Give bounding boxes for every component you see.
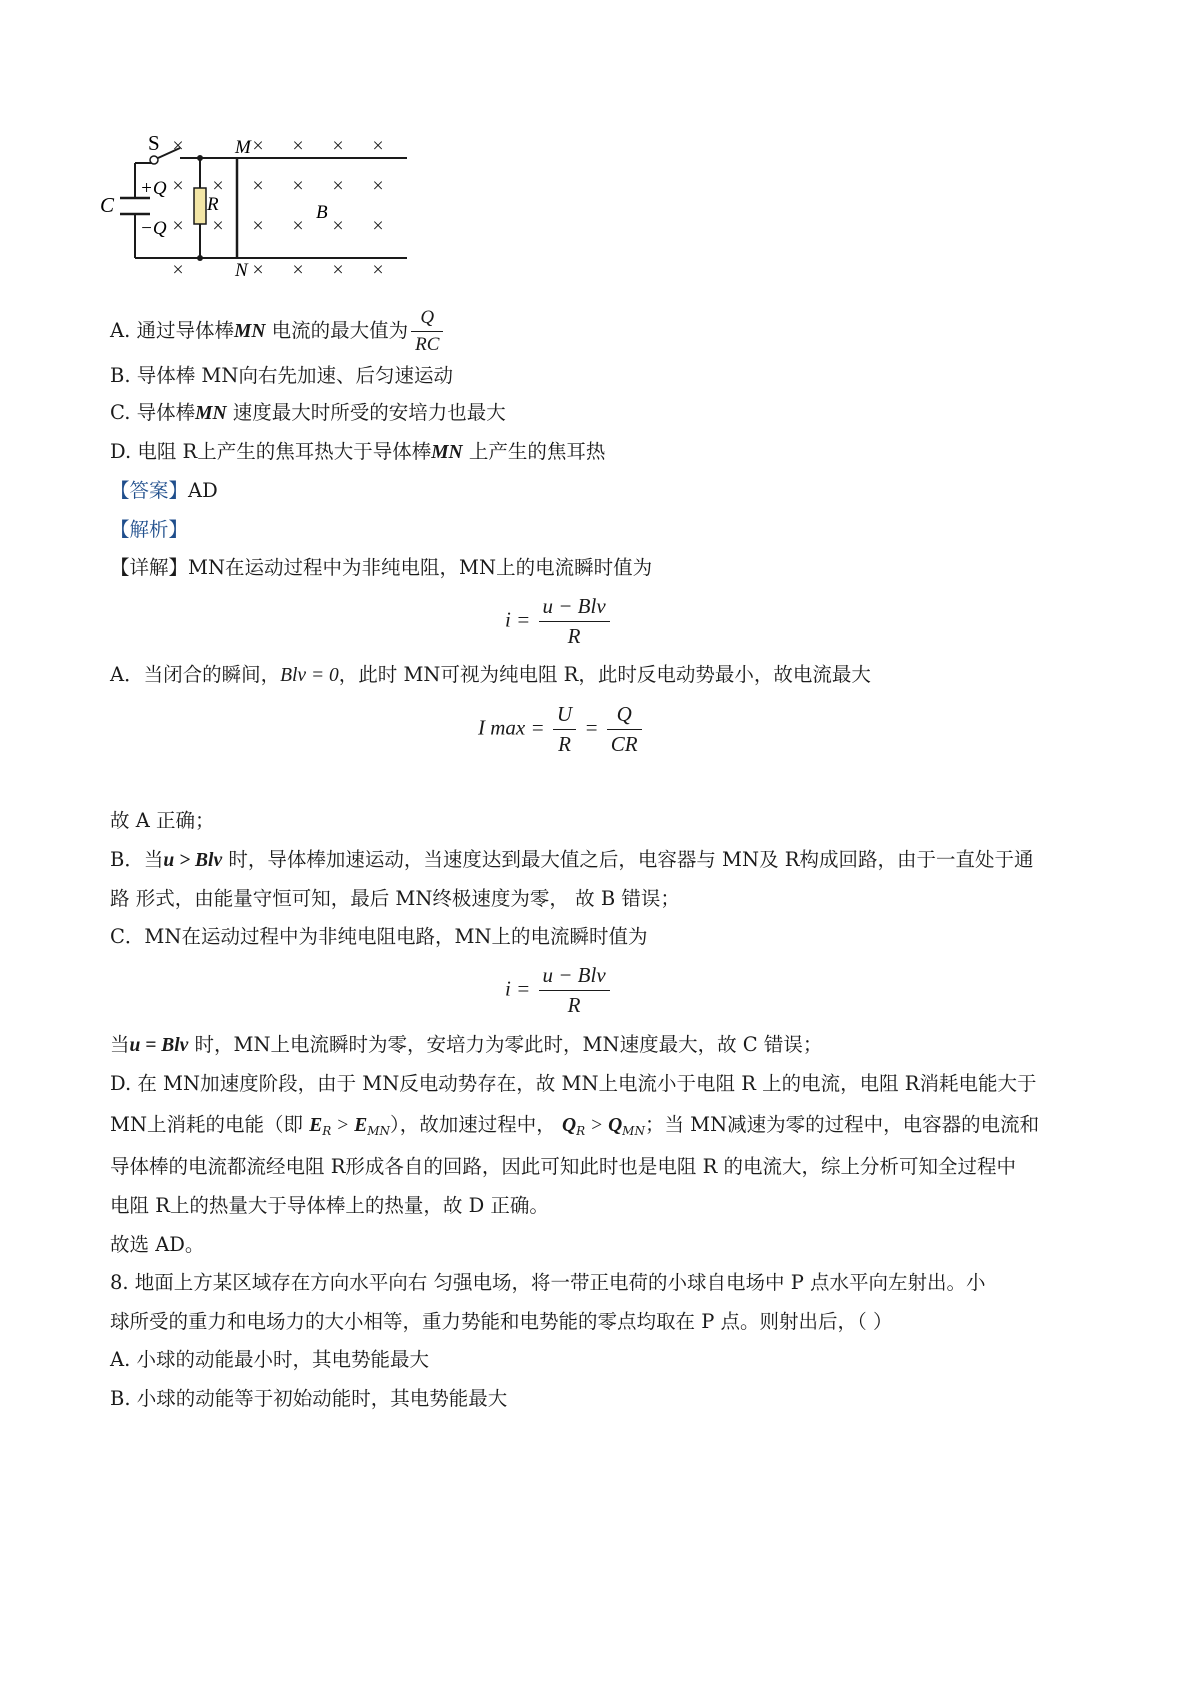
- para-d2-q2: Q: [608, 1115, 623, 1136]
- resistor-label: R: [207, 194, 219, 215]
- para-d-2: [110, 1110, 1039, 1146]
- para-d2-esub: R: [322, 1124, 332, 1138]
- option-a-fraction: [411, 307, 443, 356]
- field-cross: ×: [212, 215, 224, 237]
- option-c-rest: 速度最大时所受的安培力也最大: [226, 401, 506, 424]
- field-cross: ×: [292, 135, 304, 157]
- eq3-lhs: i =: [505, 976, 531, 1001]
- eq2-fraction-1: [553, 702, 576, 757]
- para-d2-gt2: >: [585, 1115, 609, 1136]
- option-a-mid: 电流的最大值为: [265, 319, 409, 342]
- field-cross: ×: [292, 259, 304, 281]
- para-d-4: 电阻 R上的热量大于导体棒上的热量，故 D 正确。: [110, 1194, 549, 1217]
- minus-q-label: −Q: [140, 218, 167, 239]
- switch-label: S: [148, 131, 160, 155]
- analysis-tag: 【解析】: [110, 518, 189, 541]
- equation-3: [505, 963, 613, 1018]
- para-d-3: 导体棒的电流都流经电阻 R形成各自的回路，因此可知此时也是电阻 R 的电流大，综上分析可知全过程中: [110, 1155, 1016, 1178]
- para-b-p2: 时，导体棒加速运动，当速度达到最大值之后，电容器与 MN及 R构成回路，由于一直处于通: [222, 848, 1034, 871]
- eq3-fraction: [539, 963, 610, 1018]
- para-d2-q2sub: MN: [622, 1124, 645, 1138]
- option-a-text: A. 通过导体棒: [110, 319, 234, 342]
- field-cross: ×: [252, 259, 264, 281]
- eq2-equals: =: [584, 715, 599, 740]
- para-d-1: D. 在 MN加速度阶段，由于 MN反电动势存在，故 MN上电流小于电阻 R 上的电流，电阻 R消耗电能大于: [110, 1072, 1037, 1095]
- capacitor-label: C: [100, 193, 115, 217]
- field-cross: ×: [212, 175, 224, 197]
- equation-1: [505, 594, 613, 649]
- field-cross: ×: [372, 175, 384, 197]
- para-c2-p2: 时，MN上电流瞬时为零，安培力为零此时，MN速度最大，故 C 错误；: [188, 1033, 823, 1056]
- para-d2-p3: ；当 MN减速为零的过程中，电容器的电流和: [644, 1113, 1040, 1136]
- eq2-fraction-2: [607, 702, 642, 757]
- option-b: B. 导体棒 MN向右先加速、后匀速运动: [110, 364, 453, 387]
- option-c: [110, 398, 506, 429]
- para-d2-e: E: [309, 1115, 323, 1136]
- para-d2-e2sub: MN: [367, 1124, 391, 1138]
- detail-tag: 【详解】: [110, 556, 189, 579]
- eq1-fraction: [539, 594, 610, 649]
- para-d2-qsub: R: [576, 1124, 586, 1138]
- answer-line: [110, 476, 218, 506]
- para-d2-gt: >: [331, 1115, 355, 1136]
- para-c2-p1: 当: [110, 1033, 130, 1056]
- option-a-mn: MN: [233, 321, 266, 342]
- field-cross: ×: [292, 175, 304, 197]
- field-cross: ×: [292, 215, 304, 237]
- answer-tag: 【答案】: [110, 479, 189, 502]
- para-c: C．MN在运动过程中为非纯电阻电路，MN上的电流瞬时值为: [110, 925, 648, 948]
- question-8-line-1: 8. 地面上方某区域存在方向水平向右 匀强电场，将一带正电荷的小球自电场中 P 点水平向左射出。小: [110, 1271, 986, 1294]
- para-d2-e2: E: [354, 1115, 368, 1136]
- field-cross: ×: [172, 175, 184, 197]
- field-cross: ×: [332, 215, 344, 237]
- plus-q-label: +Q: [140, 178, 167, 199]
- para-b-p1: B．当: [110, 848, 164, 871]
- field-cross: ×: [372, 215, 384, 237]
- question-8-line-2: 球所受的重力和电场力的大小相等，重力势能和电势能的零点均取在 P 点。则射出后，（ ）: [110, 1310, 893, 1333]
- para-d2-p1: MN上消耗的电能（即: [110, 1113, 304, 1136]
- field-cross: ×: [172, 259, 184, 281]
- eq1-lhs: i =: [505, 607, 531, 632]
- eq1-num: u − Blv: [542, 594, 606, 618]
- para-c2-expr: u = Blv: [129, 1035, 189, 1056]
- field-cross: ×: [252, 175, 264, 197]
- option-d-mn: MN: [431, 442, 463, 463]
- option-c-text: C. 导体棒: [110, 401, 196, 424]
- option-a-num: Q: [420, 307, 435, 328]
- field-cross: ×: [332, 259, 344, 281]
- field-cross: ×: [332, 175, 344, 197]
- para-a-p2: ，此时 MN可视为纯电阻 R，此时反电动势最小，故电流最大: [338, 663, 871, 686]
- field-cross: ×: [372, 259, 384, 281]
- option-c-mn: MN: [195, 403, 227, 424]
- answer-value: AD: [188, 479, 218, 502]
- conclusion-a: 故 A 正确；: [110, 809, 215, 832]
- field-cross: ×: [332, 135, 344, 157]
- para-d2-p2: ），故加速过程中，: [390, 1113, 556, 1136]
- eq3-den: R: [539, 990, 610, 1018]
- option-a-den: RC: [411, 331, 443, 356]
- detail-text: MN在运动过程中为非纯电阻，MN上的电流瞬时值为: [188, 556, 653, 579]
- para-a-expr: Blv = 0: [280, 665, 339, 686]
- rail-bottom-label: N: [235, 260, 248, 281]
- eq2-n1: U: [556, 702, 573, 726]
- field-label: B: [316, 202, 328, 223]
- para-b-1: [110, 845, 1033, 876]
- rail-top-label: M: [235, 137, 251, 158]
- detail-line: [110, 553, 652, 583]
- question-8-option-b: B. 小球的动能等于初始动能时，其电势能最大: [110, 1387, 508, 1410]
- field-cross: ×: [172, 135, 184, 157]
- para-d2-q: Q: [562, 1115, 577, 1136]
- option-d: [110, 437, 605, 468]
- para-a: [110, 660, 871, 691]
- equation-2: [478, 702, 645, 757]
- question-8-option-a: A. 小球的动能最小时，其电势能最大: [110, 1348, 429, 1371]
- option-d-rest: 上产生的焦耳热: [462, 440, 606, 463]
- field-cross: ×: [372, 135, 384, 157]
- field-cross: ×: [252, 215, 264, 237]
- circuit-figure: [100, 130, 440, 290]
- para-c-2: [110, 1030, 822, 1061]
- eq3-num: u − Blv: [542, 963, 606, 987]
- field-cross: ×: [252, 135, 264, 157]
- eq1-den: R: [539, 621, 610, 649]
- eq2-lhs: I max =: [478, 715, 545, 740]
- field-cross: ×: [172, 215, 184, 237]
- option-a: [110, 307, 446, 356]
- para-b-expr: u > Blv: [163, 850, 223, 871]
- final-answer: 故选 AD。: [110, 1233, 205, 1256]
- eq2-d1: R: [553, 729, 576, 757]
- option-d-text: D. 电阻 R上产生的焦耳热大于导体棒: [110, 440, 432, 463]
- eq2-d2: CR: [607, 729, 642, 757]
- para-a-p1: A．当闭合的瞬间，: [110, 663, 281, 686]
- eq2-n2: Q: [616, 702, 632, 726]
- para-b-2: 路 形式，由能量守恒可知，最后 MN终极速度为零， 故 B 错误；: [110, 887, 680, 910]
